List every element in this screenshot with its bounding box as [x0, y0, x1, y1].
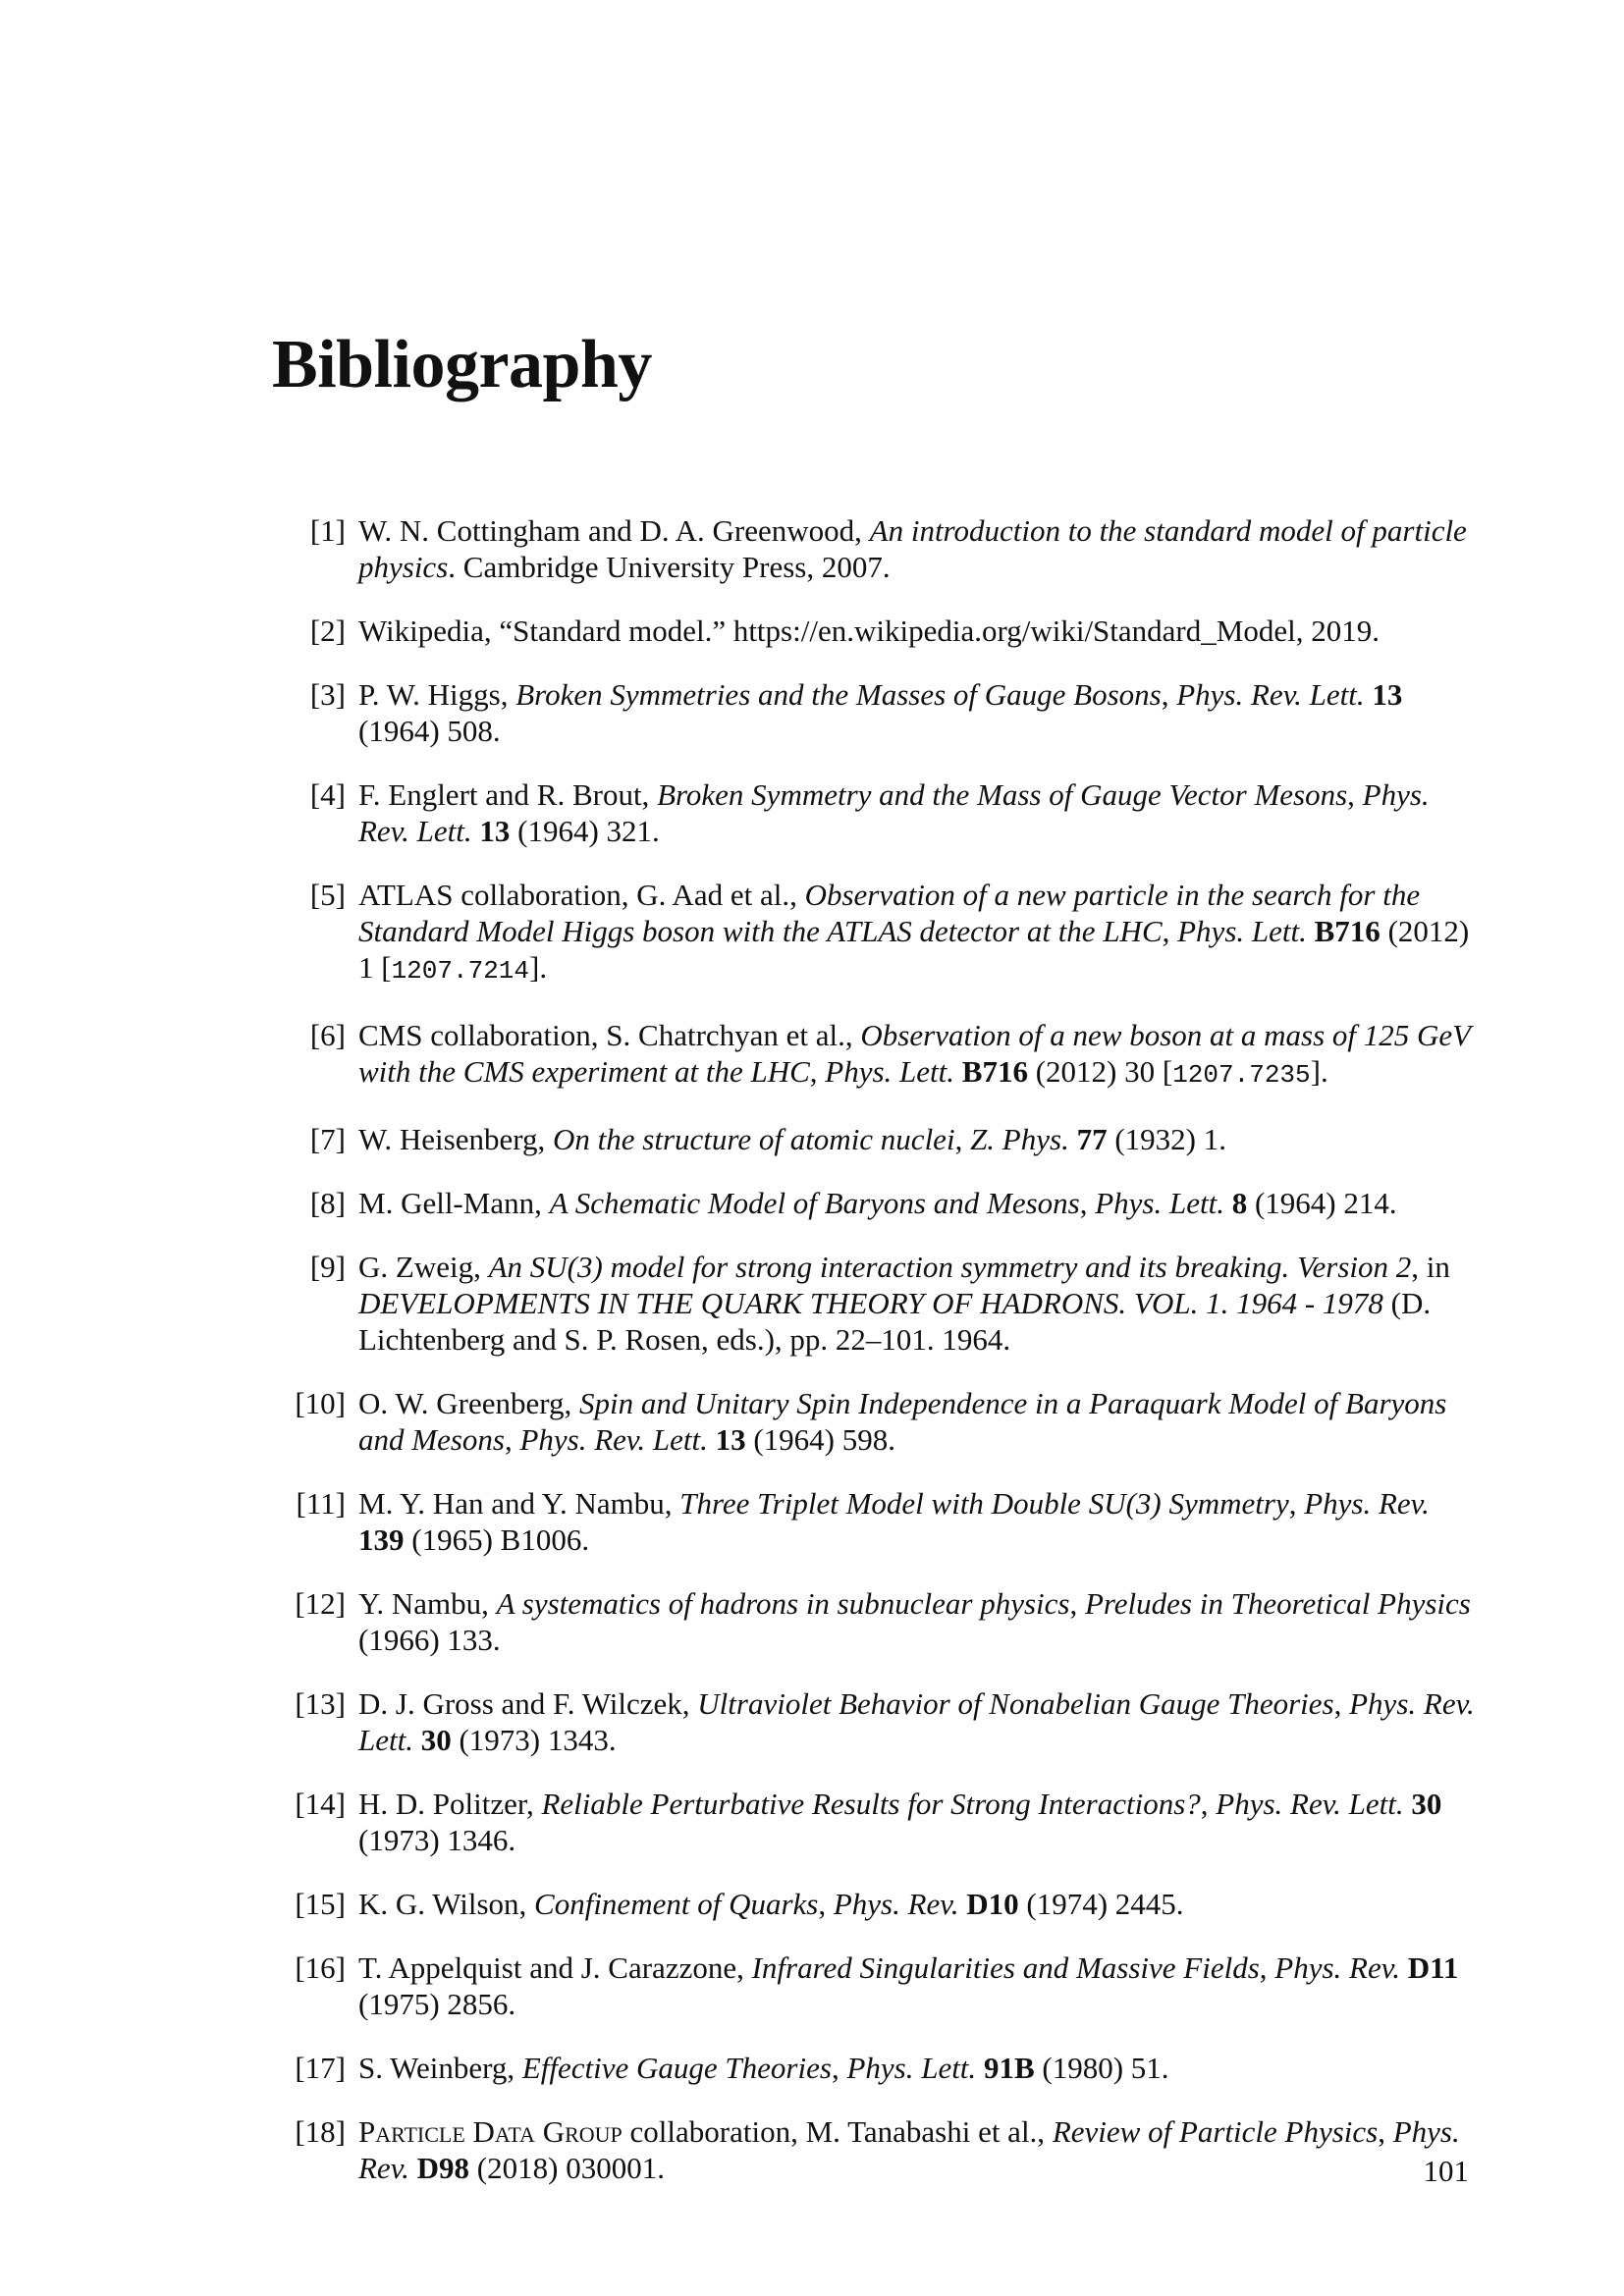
- bib-italic-text: Phys. Lett.: [1177, 914, 1307, 948]
- bib-entry-label: [17]: [295, 2051, 346, 2085]
- bib-entry: [285, 1017, 1483, 1094]
- bib-entry-text: [358, 614, 1380, 648]
- page-number: 101: [1423, 2154, 1469, 2188]
- bib-text-segment: [708, 1422, 716, 1457]
- bib-text-segment: F. Englert and R. Brout,: [358, 777, 658, 812]
- bib-entry-text: [358, 878, 1469, 985]
- bib-italic-text: Broken Symmetry and the Mass of Gauge Vector Mesons: [657, 777, 1348, 812]
- bib-entry-label: [2]: [309, 614, 346, 648]
- bib-text-segment: H. D. Politzer,: [358, 1787, 542, 1821]
- bib-entry: [285, 1185, 1483, 1221]
- bib-text-segment: ,: [1162, 914, 1178, 948]
- bib-text-segment: T. Appelquist and J. Carazzone,: [358, 1950, 752, 1985]
- bib-italic-text: Phys. Rev.: [833, 1887, 959, 1921]
- bib-arxiv-id: 1207.7214: [391, 956, 530, 986]
- bib-text-segment: (1932) 1.: [1107, 1122, 1226, 1156]
- bib-text-segment: ATLAS collaboration, G. Aad et al.,: [358, 878, 805, 912]
- bib-italic-text: Z. Phys.: [970, 1122, 1069, 1156]
- bib-volume: 8: [1231, 1186, 1248, 1220]
- bib-text-segment: ,: [1069, 1586, 1085, 1621]
- bib-entry-label: [16]: [295, 1950, 346, 1985]
- bib-text-segment: (1974) 2445.: [1018, 1887, 1184, 1921]
- bib-italic-text: Phys. Rev. Lett.: [1216, 1787, 1404, 1821]
- bib-entry: [285, 613, 1483, 649]
- bib-entry: [285, 512, 1483, 585]
- bib-text-segment: (1965) B1006.: [404, 1522, 590, 1557]
- bib-italic-text: Phys. Rev. Lett.: [519, 1422, 708, 1457]
- bib-text-segment: ].: [529, 950, 548, 985]
- bib-text-segment: (1973) 1346.: [358, 1823, 516, 1857]
- bib-entry: [285, 1585, 1483, 1658]
- bib-italic-text: Phys. Rev. Lett.: [358, 1686, 1475, 1757]
- bib-entry-text: [358, 1686, 1475, 1757]
- bib-text-segment: ,: [1079, 1186, 1096, 1220]
- bib-italic-text: A systematics of hadrons in subnuclear physics: [496, 1586, 1070, 1621]
- bib-text-segment: ,: [1347, 777, 1363, 812]
- bib-italic-text: Review of Particle Physics: [1052, 2114, 1379, 2149]
- bib-volume: 30: [1411, 1787, 1442, 1821]
- bib-volume: 13: [479, 814, 511, 848]
- bib-text-segment: W. N. Cottingham and D. A. Greenwood,: [358, 513, 870, 548]
- bib-italic-text: Reliable Perturbative Results for Strong Interactions?: [541, 1787, 1201, 1821]
- bib-entry-label: [6]: [309, 1018, 346, 1052]
- bib-text-segment: M. Gell-Mann,: [358, 1186, 550, 1220]
- bib-text-segment: Wikipedia, “Standard model.” https://en.wikipedia.org/wiki/Standard_Model, 2019.: [358, 614, 1380, 648]
- bib-entry-label: [14]: [295, 1787, 346, 1821]
- bib-entry: [285, 877, 1483, 989]
- bib-text-segment: (1975) 2856.: [358, 1987, 516, 2021]
- bib-text-segment: (2018) 030001.: [469, 2151, 665, 2185]
- bib-italic-text: Phys. Rev.: [358, 2114, 1460, 2185]
- bib-entry: [285, 1786, 1483, 1858]
- bib-entry-text: [358, 1887, 1184, 1921]
- bib-text-segment: [976, 2051, 984, 2085]
- bib-text-segment: collaboration, M. Tanabashi et al.,: [622, 2114, 1053, 2149]
- bib-entry: [285, 676, 1483, 749]
- bib-italic-text: Observation of a new particle in the search for the Standard Model Higgs boson with the ATLAS detector at the LHC: [358, 878, 1421, 948]
- bib-text-segment: P. W. Higgs,: [358, 677, 516, 712]
- bib-italic-text: Ultraviolet Behavior of Nonabelian Gauge Theories: [697, 1686, 1334, 1721]
- bib-text-segment: (1973) 1343.: [451, 1723, 617, 1757]
- bib-volume: D11: [1407, 1950, 1459, 1985]
- bib-text-segment: (2012) 1 [: [358, 914, 1470, 985]
- bib-text-segment: [954, 1054, 962, 1089]
- bib-text-segment: , in: [1411, 1250, 1450, 1284]
- bib-entry-text: [358, 513, 1467, 584]
- bib-entry-text: [358, 777, 1430, 848]
- bib-italic-text: Phys. Lett.: [1095, 1186, 1224, 1220]
- bib-text-segment: ,: [809, 1054, 826, 1089]
- bib-entry-text: [358, 1122, 1226, 1156]
- bib-entry-label: [7]: [309, 1122, 346, 1156]
- bib-italic-text: DEVELOPMENTS IN THE QUARK THEORY OF HADRONS. VOL. 1. 1964 - 1978: [358, 1286, 1383, 1320]
- page-title: Bibliography: [272, 327, 652, 402]
- bib-entry-label: [8]: [309, 1186, 346, 1220]
- bib-entry-label: [10]: [295, 1386, 346, 1420]
- bib-text-segment: ,: [954, 1122, 971, 1156]
- bib-italic-text: Confinement of Quarks: [534, 1887, 819, 1921]
- bib-entry-text: [358, 2114, 1460, 2185]
- bib-text-segment: Y. Nambu,: [358, 1586, 497, 1621]
- bib-text-segment: ,: [831, 2051, 847, 2085]
- bib-volume: 139: [358, 1522, 405, 1557]
- bib-entry: [285, 1121, 1483, 1157]
- bib-entry-text: [358, 1586, 1471, 1657]
- bib-text-segment: ,: [818, 1887, 834, 1921]
- bib-text-segment: (2012) 30 [: [1027, 1054, 1173, 1089]
- bib-text-segment: (1966) 133.: [358, 1623, 501, 1657]
- bib-entry-label: [11]: [296, 1486, 346, 1521]
- bib-text-segment: ,: [1259, 1950, 1275, 1985]
- bib-text-segment: . Cambridge University Press, 2007.: [448, 550, 891, 584]
- bib-italic-text: An SU(3) model for strong interaction symmetry and its breaking. Version 2: [488, 1250, 1412, 1284]
- bib-arxiv-id: 1207.7235: [1172, 1060, 1311, 1090]
- bib-text-segment: (1964) 214.: [1247, 1186, 1397, 1220]
- bib-entry: [285, 2113, 1483, 2186]
- bib-text-segment: ,: [1378, 2114, 1393, 2149]
- bib-italic-text: Phys. Rev.: [1274, 1950, 1400, 1985]
- bib-italic-text: On the structure of atomic nuclei: [553, 1122, 955, 1156]
- bib-entry: [285, 776, 1483, 849]
- bib-text-segment: (1964) 598.: [745, 1422, 896, 1457]
- bib-italic-text: Infrared Singularities and Massive Fields: [751, 1950, 1260, 1985]
- bib-text-segment: ,: [504, 1422, 520, 1457]
- bib-italic-text: An introduction to the standard model of particle physics: [358, 513, 1467, 584]
- bib-entry-text: [358, 1950, 1458, 2021]
- bib-entry-label: [1]: [309, 513, 346, 548]
- bib-smallcaps-text: Particle Data Group: [358, 2114, 623, 2149]
- bib-italic-text: A Schematic Model of Baryons and Mesons: [549, 1186, 1080, 1220]
- bib-entry-label: [18]: [295, 2114, 346, 2149]
- bib-text-segment: M. Y. Han and Y. Nambu,: [358, 1486, 680, 1521]
- bib-text-segment: (D. Lichtenberg and S. P. Rosen, eds.), pp. 22–101. 1964.: [358, 1286, 1432, 1357]
- bib-text-segment: [409, 2151, 417, 2185]
- bib-text-segment: [413, 1723, 421, 1757]
- bib-italic-text: Phys. Lett.: [846, 2051, 977, 2085]
- bib-entry-label: [5]: [309, 878, 346, 912]
- bib-entry: [285, 1685, 1483, 1758]
- bib-text-segment: [1224, 1186, 1232, 1220]
- bib-italic-text: Spin and Unitary Spin Independence in a Paraquark Model of Baryons and Mesons: [358, 1386, 1447, 1457]
- bib-entry-text: [358, 1018, 1471, 1089]
- bib-entry-label: [4]: [309, 777, 346, 812]
- bib-entry-label: [12]: [295, 1586, 346, 1621]
- bib-volume: 13: [1372, 677, 1403, 712]
- bib-text-segment: [1400, 1950, 1408, 1985]
- bib-entry: [285, 1385, 1483, 1458]
- bib-volume: B716: [961, 1054, 1028, 1089]
- bib-entry-text: [358, 677, 1402, 748]
- bib-volume: 30: [420, 1723, 452, 1757]
- bib-entry-label: [13]: [295, 1686, 346, 1721]
- bib-italic-text: Phys. Rev.: [1304, 1486, 1430, 1521]
- bib-text-segment: [1307, 914, 1315, 948]
- bib-italic-text: Phys. Lett.: [825, 1054, 955, 1089]
- bib-text-segment: ].: [1310, 1054, 1328, 1089]
- bib-text-segment: K. G. Wilson,: [358, 1887, 535, 1921]
- bib-text-segment: (1964) 508.: [358, 714, 501, 748]
- bib-text-segment: G. Zweig,: [358, 1250, 489, 1284]
- bib-text-segment: [1069, 1122, 1077, 1156]
- bib-entry: [285, 1886, 1483, 1922]
- bib-text-segment: S. Weinberg,: [358, 2051, 522, 2085]
- bib-italic-text: Phys. Rev. Lett.: [358, 777, 1430, 848]
- bib-volume: 13: [715, 1422, 746, 1457]
- bib-text-segment: O. W. Greenberg,: [358, 1386, 579, 1420]
- bib-text-segment: D. J. Gross and F. Wilczek,: [358, 1686, 698, 1721]
- bib-entry: [285, 1949, 1483, 2022]
- bib-entry-text: [358, 1386, 1446, 1457]
- bib-text-segment: ,: [1161, 677, 1177, 712]
- bib-text-segment: ,: [1200, 1787, 1217, 1821]
- bib-entry-text: [358, 2051, 1169, 2085]
- bib-entry: [285, 2050, 1483, 2086]
- bib-text-segment: (1980) 51.: [1034, 2051, 1169, 2085]
- bib-text-segment: ,: [1288, 1486, 1305, 1521]
- bib-volume: 91B: [983, 2051, 1035, 2085]
- bib-text-segment: (1964) 321.: [510, 814, 660, 848]
- bib-text-segment: CMS collaboration, S. Chatrchyan et al.,: [358, 1018, 861, 1052]
- bib-italic-text: Observation of a new boson at a mass of 125 GeV with the CMS experiment at the LHC: [358, 1018, 1471, 1089]
- bib-volume: D98: [416, 2151, 470, 2185]
- bib-italic-text: Phys. Rev. Lett.: [1176, 677, 1365, 712]
- bibliography-list: [285, 512, 1483, 2214]
- bib-volume: D10: [966, 1887, 1019, 1921]
- bib-entry-text: [358, 1250, 1450, 1357]
- bib-entry-label: [3]: [309, 677, 346, 712]
- bib-entry-text: [358, 1186, 1397, 1220]
- bib-italic-text: Preludes in Theoretical Physics: [1084, 1586, 1471, 1621]
- bib-entry: [285, 1485, 1483, 1558]
- bib-entry-label: [15]: [295, 1887, 346, 1921]
- bib-text-segment: W. Heisenberg,: [358, 1122, 554, 1156]
- bib-entry-text: [358, 1787, 1441, 1857]
- bib-italic-text: Three Triplet Model with Double SU(3) Symmetry: [679, 1486, 1289, 1521]
- bib-entry: [285, 1249, 1483, 1358]
- bib-italic-text: Broken Symmetries and the Masses of Gauge Bosons: [515, 677, 1162, 712]
- bib-volume: 77: [1076, 1122, 1108, 1156]
- bib-entry-label: [9]: [309, 1250, 346, 1284]
- bib-volume: B716: [1314, 914, 1380, 948]
- bib-entry-text: [358, 1486, 1430, 1557]
- bib-italic-text: Effective Gauge Theories: [521, 2051, 832, 2085]
- bib-text-segment: ,: [1333, 1686, 1350, 1721]
